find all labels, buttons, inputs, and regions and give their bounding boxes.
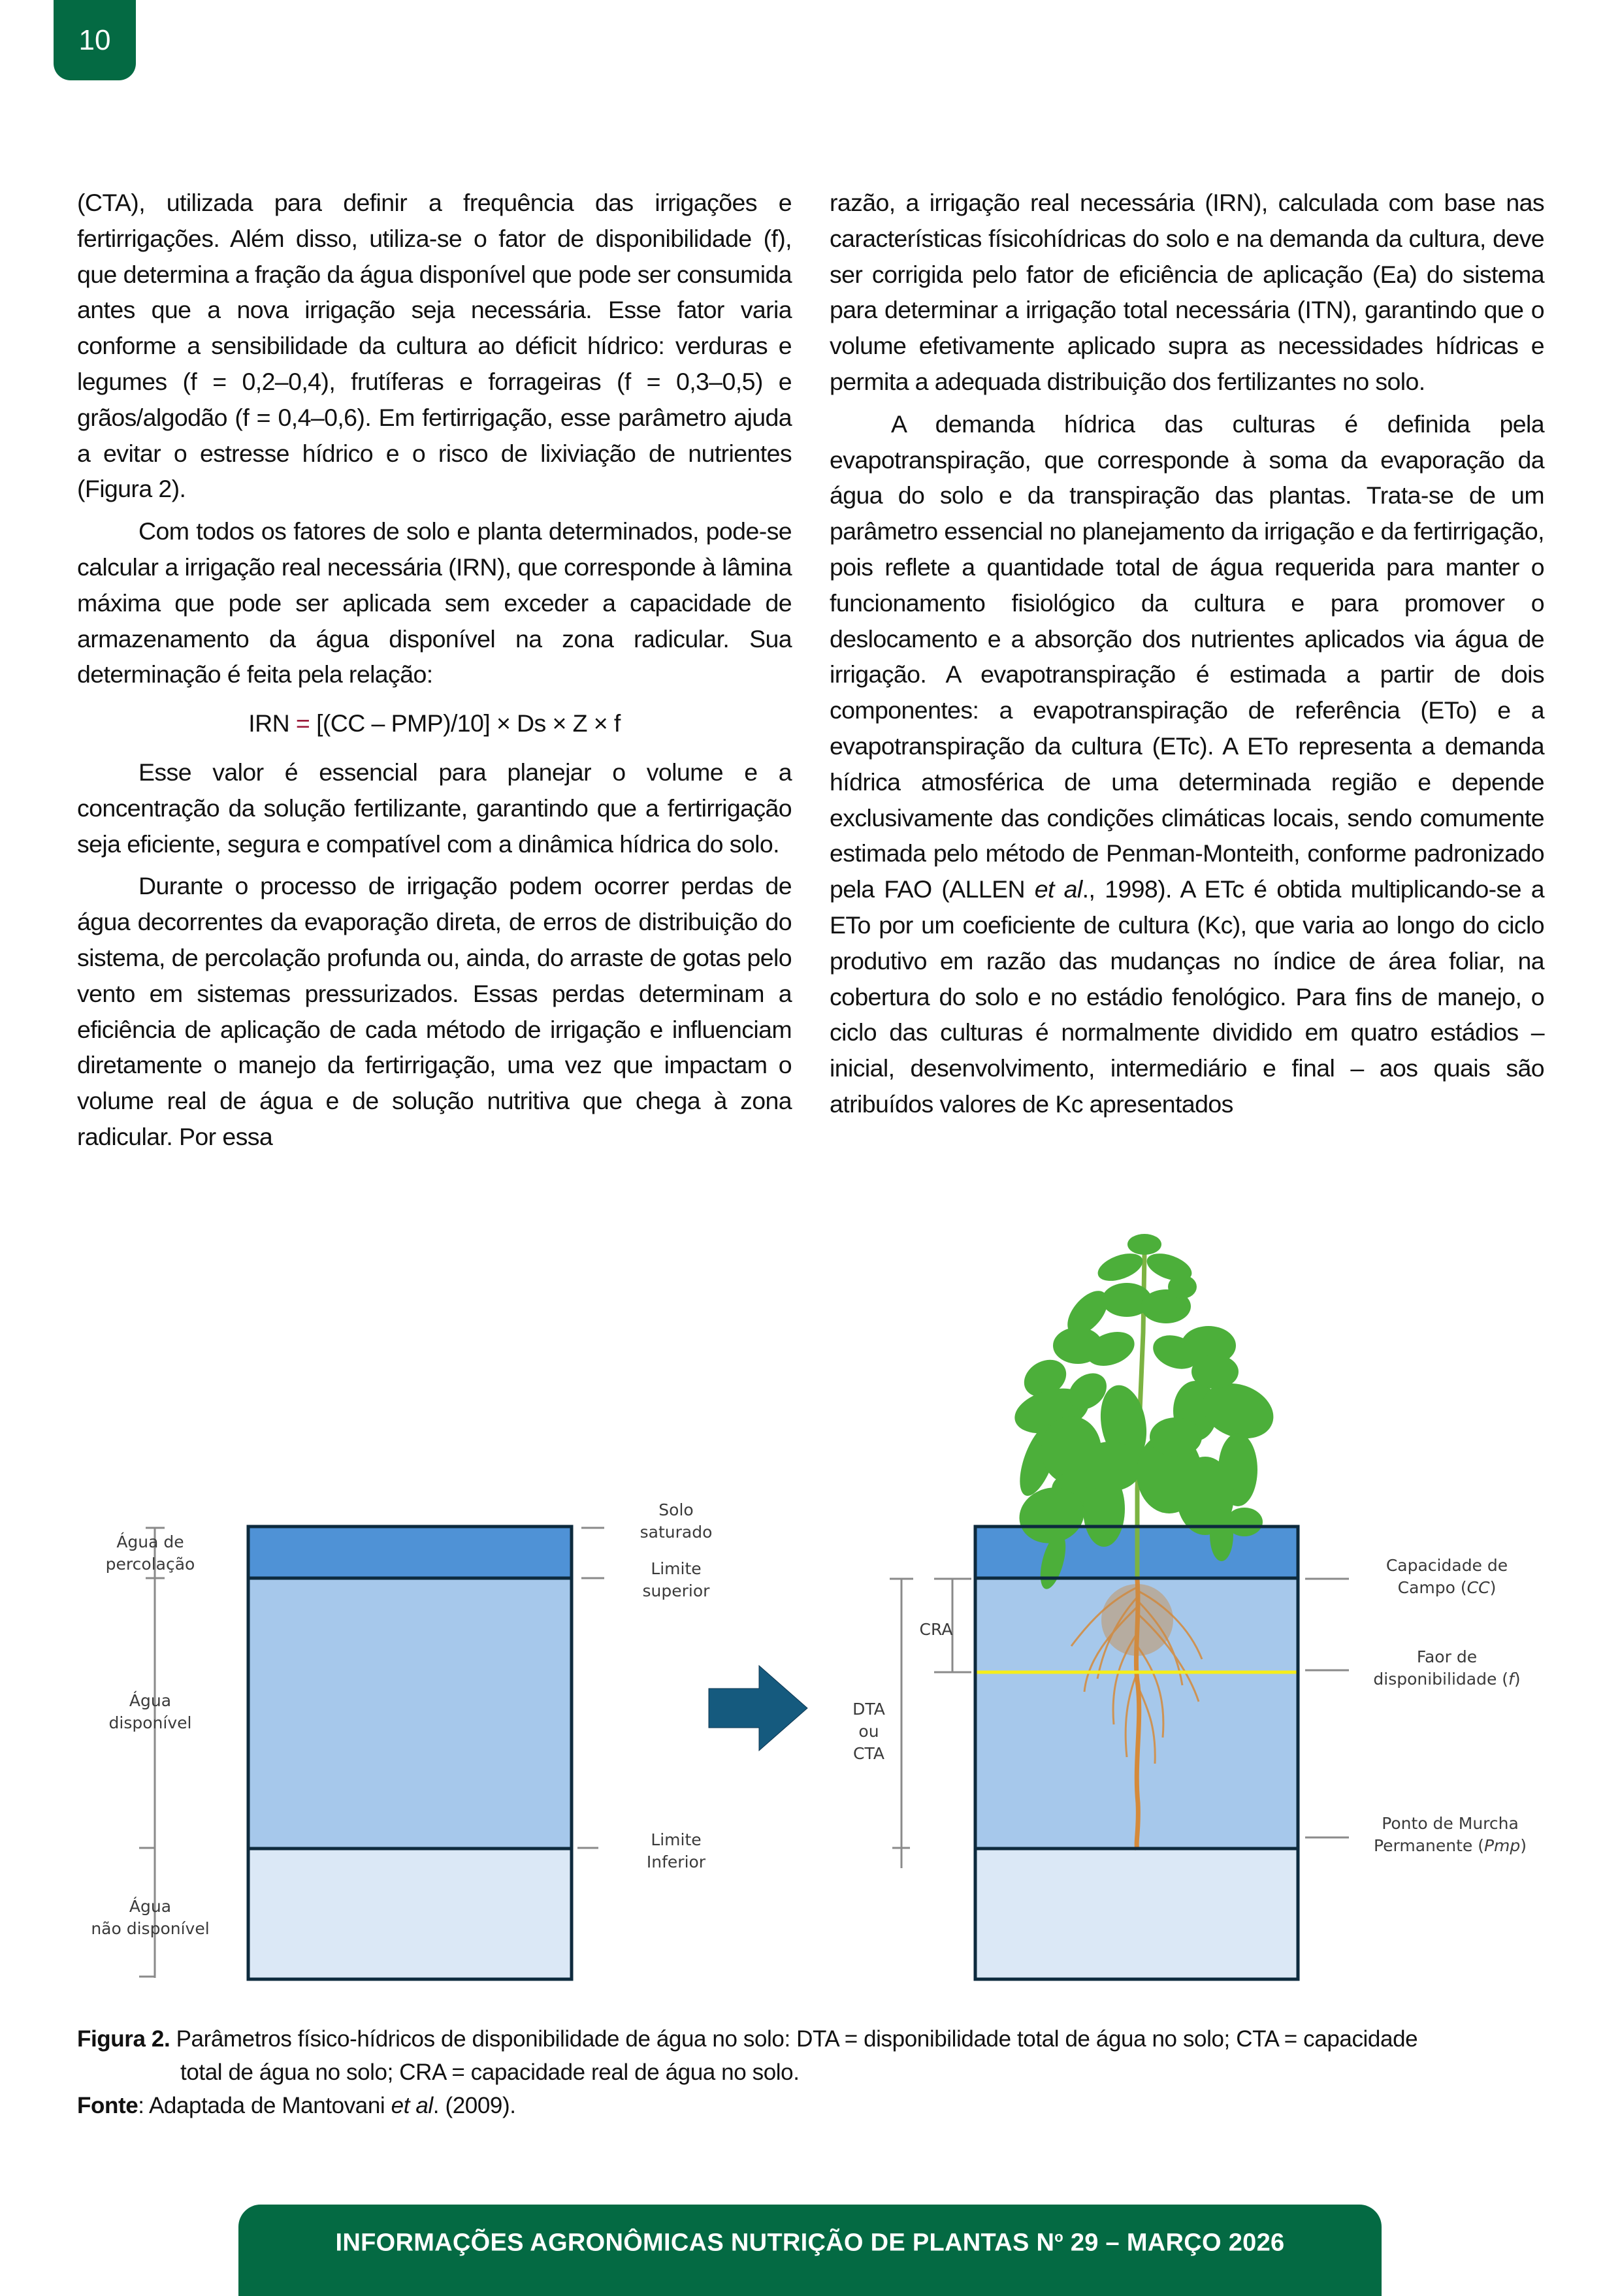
label-line: Água (129, 1897, 172, 1916)
label-available-water (91, 1690, 209, 1734)
formula-lhs: IRN (248, 709, 290, 737)
page-number-tab (54, 0, 136, 80)
paragraph: Durante o processo de irrigação podem ocorrer perdas de água decorrentes da evaporação direta, de erros de distribuição do sistema, de percolação profunda ou, ainda, do arraste de gotas pelo vento em sistemas pressurizados. Essas perdas determinam a eficiência de aplicação de cada método de irrigação e influenciam diretamente o manejo da fertirrigação, uma vez que impactam o volume real de água e de solução nutritiva que chega à zona radicular. Por essa (77, 872, 792, 1150)
label-line: saturado (640, 1523, 713, 1542)
caption-line (77, 2022, 1553, 2056)
footer-superscript: o (1054, 2229, 1063, 2246)
label-text: ) (1520, 1836, 1527, 1855)
label-text: disponibilidade ( (1373, 1670, 1509, 1689)
left-soil-column (248, 1527, 572, 1979)
leaf (1150, 1417, 1202, 1457)
paragraph: Esse valor é essencial para planejar o volume e a concentração da solução fertilizante, garantindo que a fertirrigação seja eficiente, segura e compatível com a dinâmica hídrica do solo. (77, 758, 792, 858)
label-text: Permanente ( (1373, 1836, 1484, 1855)
paragraph: razão, a irrigação real necessária (IRN), calculada com base nas características físicohídricas do solo e na demanda da cultura, deve ser corrigida pelo fator de eficiência de aplicação (Ea) do sistema para determinar a irrigação total necessária (ITN), garantindo que o volume efetivamente aplicado supra as necessidades hídricas e permita a adequada distribuição dos fertilizantes no solo. (830, 189, 1544, 395)
label-lower-limit (621, 1829, 732, 1873)
root-mass (1101, 1584, 1173, 1656)
label-line: ou (858, 1722, 879, 1741)
label-line: CRA (919, 1620, 953, 1639)
label-line (1346, 1668, 1548, 1690)
source-text: : Adaptada de Mantovani (138, 2093, 391, 2118)
page-number: 10 (78, 24, 111, 56)
leaf (1127, 1234, 1161, 1255)
label-line: Água (129, 1691, 172, 1710)
paragraph-text: ., 1998). A ETc é obtida multiplicando-se a ETo por um coeficiente de cultura (Kc), que varia ao longo do ciclo produtivo em razão das mudanças no índice de área foliar, na cobertura do solo e no estádio fenológico. Para fins de manejo, o ciclo das culturas é normalmente dividido em quatro estádios – inicial, desenvolvimento, intermediário e final – aos quais são atribuídos valores de Kc apresentados (830, 875, 1544, 1118)
figure-2 (0, 1215, 1620, 1999)
leaf (1191, 1355, 1239, 1389)
label-line: CTA (853, 1744, 884, 1763)
formula-rhs: [(CC – PMP)/10] × Ds × Z × f (316, 709, 621, 737)
label-line: percolação (105, 1555, 195, 1574)
caption-label: Figura 2. (77, 2026, 170, 2052)
source-label: Fonte (77, 2093, 138, 2118)
text-column-right (830, 185, 1544, 1122)
label-wilting-point (1352, 1813, 1548, 1857)
unavailable-water-band (248, 1849, 572, 1979)
label-italic: Pmp (1483, 1836, 1521, 1855)
label-line (1359, 1577, 1535, 1599)
label-percolation-water (91, 1531, 209, 1576)
label-field-capacity (1359, 1555, 1535, 1599)
caption-text: Parâmetros físico-hídricos de disponibilidade de água no solo: DTA = disponibilidade total de água no solo; CTA = capacidade (170, 2026, 1418, 2052)
unavailable-water-band (975, 1849, 1298, 1979)
label-italic: CC (1466, 1578, 1490, 1597)
figure-source (77, 2089, 1553, 2122)
label-line: DTA (852, 1700, 885, 1719)
label-saturated-soil (621, 1499, 732, 1544)
label-upper-limit (621, 1558, 732, 1602)
paragraph-text: A demanda hídrica das culturas é definida pela evapotranspiração, que corresponde à soma da evaporação da água do solo e da transpiração das plantas. Trata-se de um parâmetro essencial no planejamento da irrigação e da fertirrigação, pois reflete a quantidade total de água requerida para manter o funcionamento fisiológico da cultura e para promover o deslocamento e a absorção dos nutrientes aplicados via água de irrigação. A evapotranspiração é estimada a partir de dois componentes: a evapotranspiração de referência (ETo) e a evapotranspiração da cultura (ETc). A ETo representa a demanda hídrica atmosférica de uma determinada região e depende exclusivamente das condições climáticas locais, sendo comumente estimada pelo método de Penman-Monteith, conforme padronizado pela FAO (ALLEN (830, 410, 1544, 903)
label-availability-factor (1346, 1646, 1548, 1690)
label-unavailable-water (78, 1896, 222, 1940)
label-line: Capacidade de (1385, 1556, 1508, 1575)
paragraph: (CTA), utilizada para definir a frequência das irrigações e fertirrigações. Além disso, utiliza-se o fator de disponibilidade (f), que determina a fração da água disponível que pode ser consumida antes que a nova irrigação seja necessária. Esse fator varia conforme a sensibilidade da cultura ao déficit hídrico: verduras e legumes (f = 0,2–0,4), frutíferas e forrageiras (f = 0,3–0,5) e grãos/algodão (f = 0,4–0,6). Em fertirrigação, esse parâmetro ajuda a evitar o estresse hídrico e o risco de lixiviação de nutrientes (Figura 2). (77, 189, 792, 503)
label-line: superior (642, 1581, 710, 1600)
label-text: ) (1489, 1578, 1497, 1597)
paragraph (830, 406, 1544, 1122)
label-line: Ponto de Murcha (1382, 1814, 1519, 1833)
figure-diagram (0, 1215, 1620, 1999)
source-text: . (2009). (432, 2093, 516, 2118)
leaf (1079, 1442, 1142, 1491)
label-line: Limite (651, 1559, 702, 1578)
text-column-left (77, 185, 792, 1155)
footer-text: INFORMAÇÕES AGRONÔMICAS NUTRIÇÃO DE PLANTAS N (335, 2229, 1055, 2257)
label-line: Água de (116, 1532, 184, 1551)
saturated-band (248, 1527, 572, 1578)
irn-formula (77, 705, 792, 741)
figure-caption (77, 2022, 1553, 2122)
paragraph: Com todos os fatores de solo e planta determinados, pode-se calcular a irrigação real necessária (IRN), que corresponde à lâmina máxima que pode ser aplicada sem exceder a capacidade de armazenamento da água disponível na zona radicular. Sua determinação é feita pela relação: (77, 517, 792, 688)
formula-equals: = (295, 709, 310, 737)
label-cra (913, 1619, 959, 1641)
source-italic: et al (391, 2093, 433, 2118)
caption-line: total de água no solo; CRA = capacidade real de água no solo. (180, 2060, 800, 2085)
label-line: Limite (651, 1830, 702, 1849)
label-text: Campo ( (1397, 1578, 1467, 1597)
footer-text: 29 – MARÇO 2026 (1063, 2229, 1285, 2257)
label-line: não disponível (91, 1919, 210, 1938)
et-al-italic: et al (1034, 875, 1082, 903)
footer-publication-title (336, 2229, 1285, 2257)
leaf (1168, 1275, 1197, 1299)
available-water-band (248, 1578, 572, 1849)
label-line: Solo (658, 1500, 694, 1519)
label-line: disponível (108, 1713, 192, 1732)
leaf (1210, 1509, 1233, 1561)
label-dta-cta (843, 1698, 895, 1765)
label-italic: f (1508, 1670, 1514, 1689)
arrow-right-icon (709, 1666, 807, 1751)
label-line (1352, 1835, 1548, 1857)
label-line: Inferior (646, 1852, 706, 1871)
label-line: Faor de (1416, 1647, 1478, 1666)
label-text: ) (1514, 1670, 1521, 1689)
footer-bar (238, 2205, 1382, 2296)
